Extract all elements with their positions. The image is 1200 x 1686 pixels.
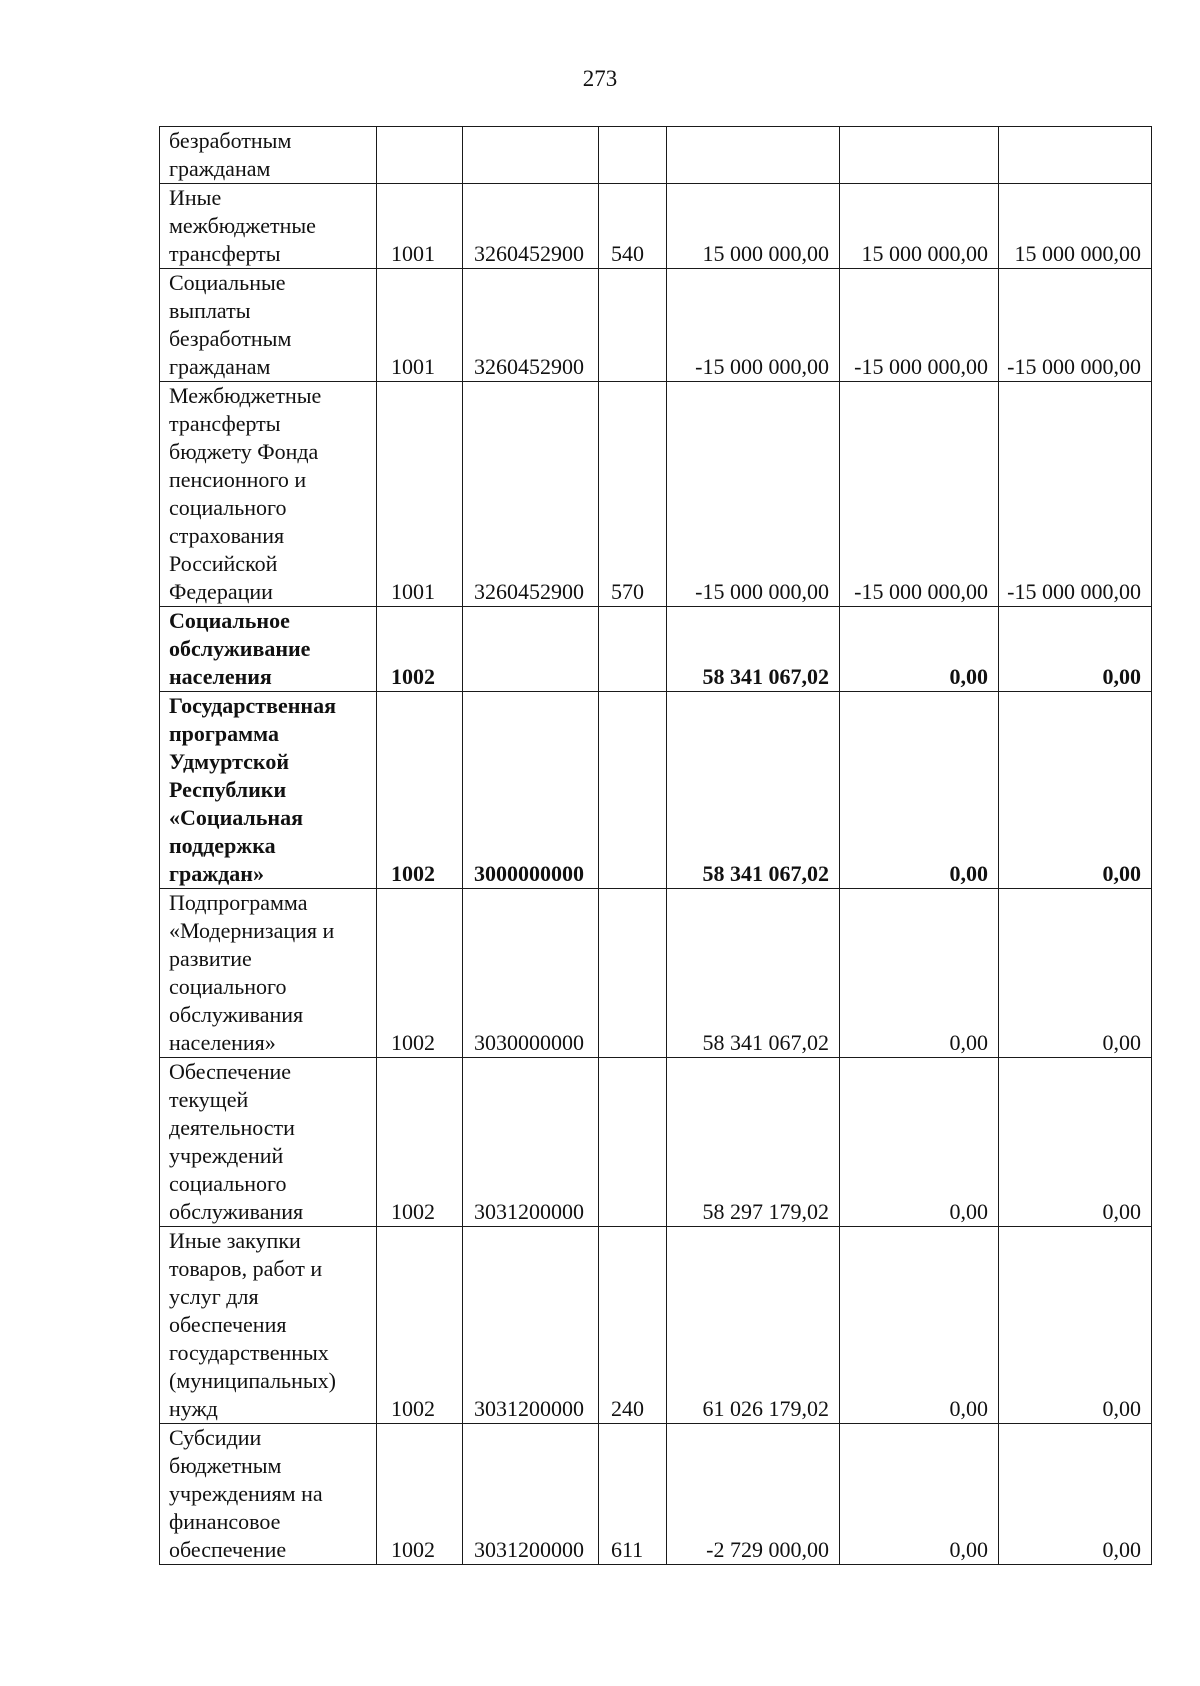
item-name-cell: Иные межбюджетные трансферты <box>160 184 377 269</box>
target-article-cell: 3260452900 <box>463 382 599 607</box>
table-row <box>160 1058 1152 1227</box>
amount-year1-cell: -15 000 000,00 <box>667 269 840 382</box>
table-row <box>160 184 1152 269</box>
target-article-cell <box>463 607 599 692</box>
section-code-cell: 1002 <box>377 1424 463 1565</box>
target-article-cell: 3031200000 <box>463 1227 599 1424</box>
amount-year2-cell <box>840 127 999 184</box>
table-row <box>160 607 1152 692</box>
page-number: 273 <box>582 66 618 91</box>
section-code-cell: 1002 <box>377 1227 463 1424</box>
item-name-cell: Социальное обслуживание населения <box>160 607 377 692</box>
expense-kind-cell <box>599 127 667 184</box>
amount-year1-cell: 61 026 179,02 <box>667 1227 840 1424</box>
amount-year3-cell: 0,00 <box>999 692 1152 889</box>
amount-year3-cell: 15 000 000,00 <box>999 184 1152 269</box>
section-code-cell <box>377 127 463 184</box>
table-row <box>160 1424 1152 1565</box>
target-article-cell: 3031200000 <box>463 1058 599 1227</box>
amount-year3-cell: 0,00 <box>999 1227 1152 1424</box>
amount-year3-cell <box>999 127 1152 184</box>
amount-year2-cell: 0,00 <box>840 607 999 692</box>
table-row <box>160 889 1152 1058</box>
amount-year2-cell: 0,00 <box>840 1424 999 1565</box>
expense-kind-cell: 540 <box>599 184 667 269</box>
amount-year1-cell <box>667 127 840 184</box>
item-name-cell: Подпрограмма «Модернизация и развитие социального обслуживания населения» <box>160 889 377 1058</box>
table-row <box>160 692 1152 889</box>
amount-year2-cell: 15 000 000,00 <box>840 184 999 269</box>
expense-kind-cell <box>599 1058 667 1227</box>
section-code-cell: 1002 <box>377 889 463 1058</box>
amount-year3-cell: 0,00 <box>999 1058 1152 1227</box>
item-name-cell: Социальные выплаты безработным гражданам <box>160 269 377 382</box>
target-article-cell: 3030000000 <box>463 889 599 1058</box>
amount-year3-cell: -15 000 000,00 <box>999 382 1152 607</box>
amount-year2-cell: -15 000 000,00 <box>840 382 999 607</box>
table-row <box>160 269 1152 382</box>
target-article-cell: 3031200000 <box>463 1424 599 1565</box>
amount-year1-cell: -15 000 000,00 <box>667 382 840 607</box>
amount-year3-cell: 0,00 <box>999 1424 1152 1565</box>
table-row <box>160 127 1152 184</box>
amount-year2-cell: 0,00 <box>840 1227 999 1424</box>
expense-kind-cell: 570 <box>599 382 667 607</box>
section-code-cell: 1002 <box>377 1058 463 1227</box>
amount-year1-cell: 15 000 000,00 <box>667 184 840 269</box>
amount-year1-cell: 58 341 067,02 <box>667 889 840 1058</box>
target-article-cell <box>463 127 599 184</box>
table-row <box>160 1227 1152 1424</box>
amount-year2-cell: -15 000 000,00 <box>840 269 999 382</box>
amount-year3-cell: 0,00 <box>999 889 1152 1058</box>
amount-year2-cell: 0,00 <box>840 1058 999 1227</box>
amount-year2-cell: 0,00 <box>840 692 999 889</box>
amount-year1-cell: 58 297 179,02 <box>667 1058 840 1227</box>
target-article-cell: 3260452900 <box>463 269 599 382</box>
section-code-cell: 1002 <box>377 607 463 692</box>
amount-year3-cell: -15 000 000,00 <box>999 269 1152 382</box>
item-name-cell: безработным гражданам <box>160 127 377 184</box>
expense-kind-cell: 240 <box>599 1227 667 1424</box>
expense-kind-cell <box>599 607 667 692</box>
item-name-cell: Субсидии бюджетным учреждениям на финансовое обеспечение <box>160 1424 377 1565</box>
item-name-cell: Межбюджетные трансферты бюджету Фонда пенсионного и социального страхования Российской Федерации <box>160 382 377 607</box>
section-code-cell: 1002 <box>377 692 463 889</box>
item-name-cell: Государственная программа Удмуртской Республики «Социальная поддержка граждан» <box>160 692 377 889</box>
amount-year1-cell: 58 341 067,02 <box>667 692 840 889</box>
expense-kind-cell <box>599 269 667 382</box>
expense-kind-cell <box>599 889 667 1058</box>
expense-kind-cell <box>599 692 667 889</box>
budget-table <box>159 126 1152 1565</box>
amount-year2-cell: 0,00 <box>840 889 999 1058</box>
target-article-cell: 3260452900 <box>463 184 599 269</box>
table-row <box>160 382 1152 607</box>
amount-year1-cell: 58 341 067,02 <box>667 607 840 692</box>
target-article-cell: 3000000000 <box>463 692 599 889</box>
section-code-cell: 1001 <box>377 269 463 382</box>
item-name-cell: Иные закупки товаров, работ и услуг для обеспечения государственных (муниципальных) нужд <box>160 1227 377 1424</box>
section-code-cell: 1001 <box>377 184 463 269</box>
amount-year3-cell: 0,00 <box>999 607 1152 692</box>
section-code-cell: 1001 <box>377 382 463 607</box>
amount-year1-cell: -2 729 000,00 <box>667 1424 840 1565</box>
item-name-cell: Обеспечение текущей деятельности учреждений социального обслуживания <box>160 1058 377 1227</box>
expense-kind-cell: 611 <box>599 1424 667 1565</box>
table-body <box>160 127 1152 1565</box>
